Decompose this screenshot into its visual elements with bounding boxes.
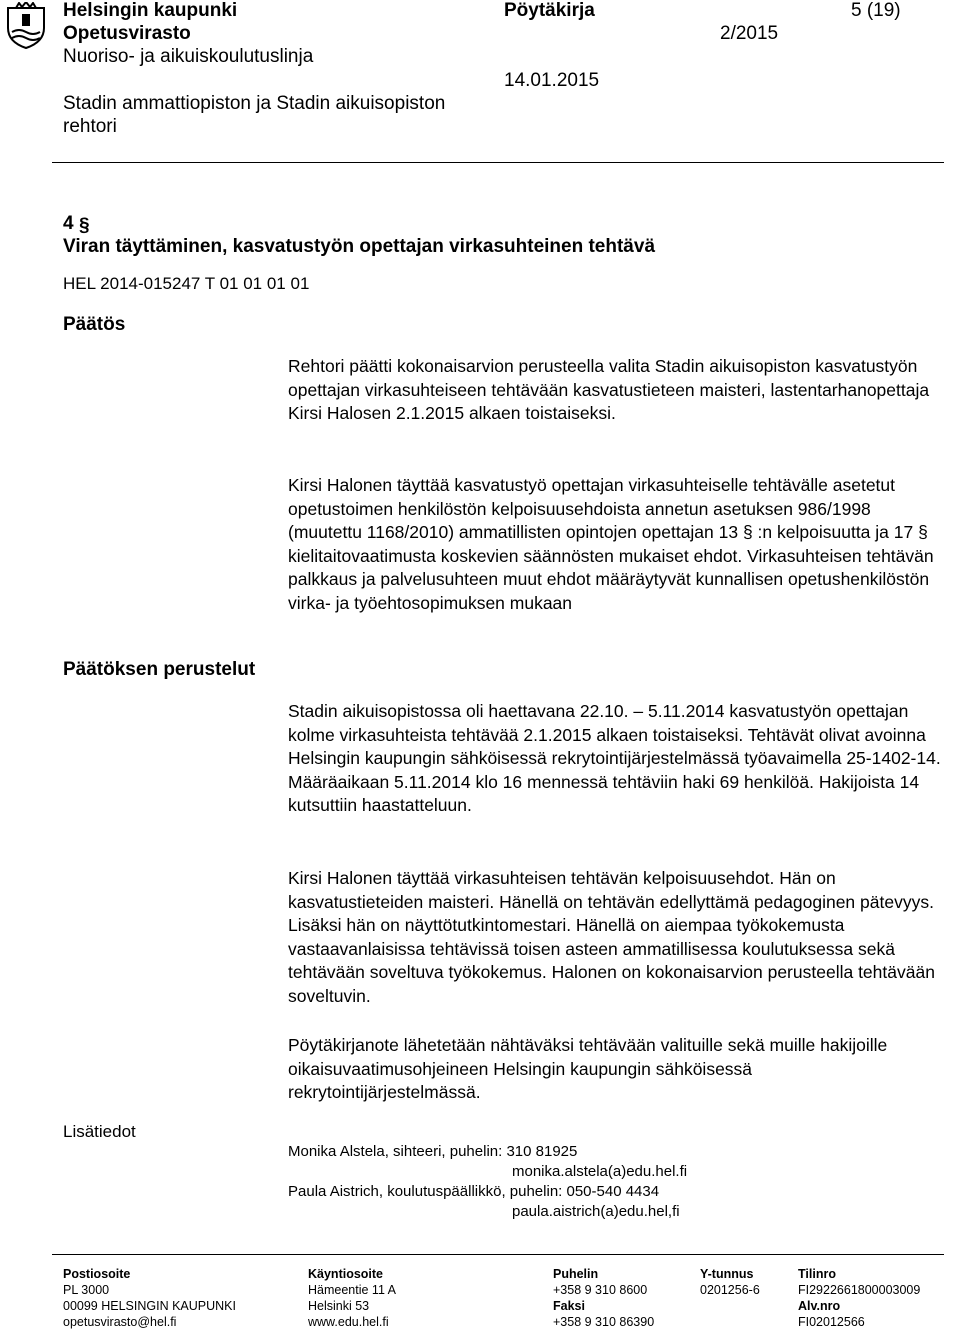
section-title: Viran täyttäminen, kasvatustyön opettajan virkasuhteinen tehtävä: [63, 236, 656, 257]
footer-visit-city: Helsinki 53: [308, 1299, 370, 1313]
contact-email[interactable]: monika.alstela(a)edu.hel.fi: [512, 1163, 688, 1180]
footer-visit: [308, 1266, 396, 1330]
additional-info-label: Lisätiedot: [63, 1122, 136, 1141]
qualification-requirements-paragraph: Kirsi Halonen täyttää kasvatustyö opettajan virkasuhteiselle tehtävälle asetetut opetustoimen henkilöstön kelpoisuusehdoista annetun asetuksen 986/1998 (muutettu 1168/2010) ammatillisten opintojen opettajan 13 § :n kelpoisuutta ja 17 § kielitaitovaatimusta koskevien säännösten mukaiset ehdot. Virkasuhteisen tehtävän palkkaus ja palvelusuhteen muut ehdot määräytyvät kunnallisen opetushenkilöstön virka- ja työehtosopimuksen mukaan: [288, 475, 934, 613]
footer-alv-heading: Alv.nro: [798, 1299, 841, 1313]
city-name: Helsingin kaupunki: [63, 0, 238, 21]
document-type: Pöytäkirja: [504, 0, 595, 21]
decision-paragraph: Rehtori päätti kokonaisarvion perusteella valita Stadin aikuisopiston kasvatustyön opettajan virkasuhteiseen tehtävään kasvatustieteen maisteri, lastentarhanopettaja Kirsi Halosen 2.1.2015 alkaen toistaiseksi.: [288, 356, 930, 423]
reasons-paragraph-2: [288, 700, 944, 818]
page-number: 5 (19): [851, 0, 901, 21]
footer-tilinro: [798, 1266, 920, 1330]
footer-email-link[interactable]: opetusvirasto@hel.fi: [63, 1315, 177, 1329]
contact-email[interactable]: paula.aistrich(a)edu.hel,fi: [512, 1203, 680, 1220]
footer-fax-heading: Faksi: [553, 1299, 585, 1313]
footer-postal-heading: Postiosoite: [63, 1267, 131, 1281]
svg-text:§: §: [79, 215, 90, 236]
contact-line: Monika Alstela, sihteeri, puhelin: 310 81925: [288, 1143, 578, 1160]
header-divider: [52, 162, 944, 163]
footer-postal-box: PL 3000: [63, 1283, 110, 1297]
footer-tilinro-value: FI2922661800003009: [798, 1283, 921, 1297]
candidate-qualification-paragraph: Kirsi Halonen täyttää virkasuhteisen tehtävän kelpoisuusehdot. Hän on kasvatustieteiden maisteri. Hänellä on tehtävän edellyttämä pedagoginen pätevyys. Lisäksi hän on näyttötutkintomestari. Hänellä on aiempaa työkokemusta vastaavanlaisissa tehtävissä toisen asteen ammatillisessa koulutuksessa sekä tehtävään soveltuva työkokemus. Halonen on kokonaisarvion perusteella tehtävään soveltuvin.: [288, 868, 935, 1006]
department-name: Opetusvirasto: [63, 23, 191, 44]
contact-list: [288, 1142, 944, 1222]
section-sign-icon: [78, 212, 92, 236]
application-process-paragraph: Stadin aikuisopistossa oli haettavana 22.10. – 5.11.2014 kasvatustyön opettajan kolme virkasuhteista tehtävää 2.1.2015 alkaen toistaiseksi. Tehtävät olivat avoinna Helsingin kaupungin sähköisessä rekrytointijärjestelmässä työavaimella 25-1402-14. Määräaikaan 5.11.2014 klo 16 mennessä tehtäviin haki 69 henkilöä. Hakijoista 14 kutsuttiin haastatteluun.: [288, 701, 941, 815]
footer-visit-heading: Käyntiosoite: [308, 1267, 384, 1281]
footer-phone-number: +358 9 310 8600: [553, 1283, 648, 1297]
reasons-paragraph-4: [288, 1034, 944, 1105]
footer-visit-street: Hämeentie 11 A: [308, 1283, 397, 1297]
footer-divider: [52, 1254, 944, 1255]
contact-line: Paula Aistrich, koulutuspäällikkö, puhelin: 050-540 4434: [288, 1183, 660, 1200]
footer-postal: [63, 1266, 236, 1330]
reasons-paragraph-3: [288, 867, 944, 1008]
footer-tilinro-heading: Tilinro: [798, 1267, 836, 1281]
helsinki-crest-logo: [2, 2, 50, 50]
notification-paragraph: Pöytäkirjanote lähetetään nähtäväksi tehtävään valituille sekä muille hakijoille oikaisuvaatimusohjeineen Helsingin kaupungin sähköisessä rekrytointijärjestelmässä.: [288, 1035, 888, 1102]
footer-ytunnus: [700, 1266, 760, 1298]
decision-text: [288, 355, 944, 426]
division-name: Nuoriso- ja aikuiskoulutuslinja: [63, 46, 314, 67]
unit-name-line2: rehtori: [63, 116, 117, 137]
case-reference: HEL 2014-015247 T 01 01 01 01: [63, 274, 310, 293]
footer-ytunnus-value: 0201256-6: [700, 1283, 760, 1297]
reasons-label: Päätöksen perustelut: [63, 659, 256, 680]
footer-postal-code: 00099 HELSINGIN KAUPUNKI: [63, 1299, 236, 1313]
footer-fax-number: +358 9 310 86390: [553, 1315, 655, 1329]
decision-label: Päätös: [63, 314, 126, 335]
minutes-number: 2/2015: [720, 23, 779, 44]
reasons-paragraph-1: [288, 474, 944, 615]
footer-ytunnus-heading: Y-tunnus: [700, 1267, 754, 1281]
footer-phone-heading: Puhelin: [553, 1267, 599, 1281]
meeting-date: 14.01.2015: [504, 70, 600, 91]
section-number: 4: [63, 213, 74, 234]
footer-alv-value: FI02012566: [798, 1315, 865, 1329]
footer-phone: [553, 1266, 654, 1330]
footer-website-link[interactable]: www.edu.hel.fi: [308, 1315, 389, 1329]
unit-name-line1: Stadin ammattiopiston ja Stadin aikuisopiston: [63, 93, 446, 114]
